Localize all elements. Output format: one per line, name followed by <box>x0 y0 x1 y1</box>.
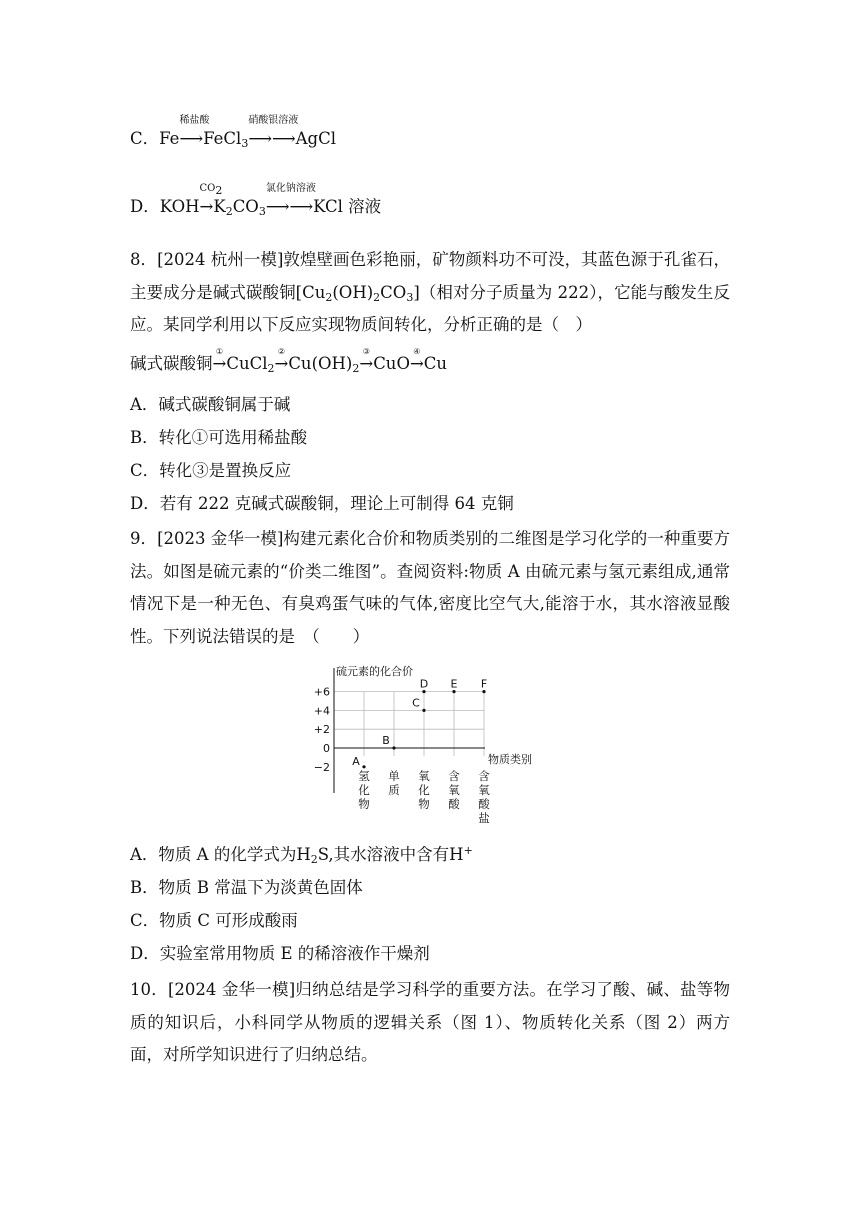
x-category-labels <box>358 769 490 825</box>
y-tick-label: +6 <box>313 685 330 699</box>
reaction-arrow: ④ → <box>409 347 424 373</box>
q9-option-a: A．物质 A 的化学式为$H_2S$,其水溶液中含有H+ <box>130 844 473 866</box>
q9-option-c: C．物质 C 可形成酸雨 <box>130 911 298 930</box>
x-category-label: 单质 <box>388 769 400 797</box>
arrow-condition: 稀盐酸 <box>179 115 210 126</box>
q9-option-b: B．物质 B 常温下为淡黄色固体 <box>130 878 363 897</box>
data-point <box>362 765 365 768</box>
x-category-label: 氧化物 <box>418 769 430 811</box>
reaction-arrow: $CO_2$ → <box>200 196 214 218</box>
q7-option-c: C．Fe 稀盐酸 ⟶FeCl$_3$ 硝酸银溶液 ⟶⟶AgCl <box>130 128 336 150</box>
q7-option-d: D．KOH $CO_2$ $\to K_2CO_3$ 氯化钠溶液 ⟶⟶KCl 溶液 <box>130 196 381 218</box>
arrow-condition: 氯化钠溶液 <box>265 183 316 194</box>
data-point <box>392 746 395 749</box>
point-label: D <box>419 677 429 691</box>
x-category-label: 氢化物 <box>358 769 370 811</box>
y-tick-label: 0 <box>323 742 330 755</box>
q8-stem: 8．[2024 杭州一模]敦煌壁画色彩艳丽，矿物颜料功不可没，其蓝色源于孔雀石，主要成分是碱式碳酸铜$[Cu_2(OH)_2CO_3]$（相对分子质量为 222），它能与酸发生反应。某同学利用以下反应实现物质间转化，分析正确的是（ ） <box>130 250 730 334</box>
chart-grid <box>334 692 484 756</box>
reaction-arrow: 氯化钠溶液 ⟶⟶ <box>266 196 313 218</box>
q10-stem: 10．[2024 金华一模]归纳总结是学习科学的重要方法。在学习了酸、碱、盐等物质的知识后，小科同学从物质的逻辑关系（图 1）、物质转化关系（图 2）两方面，对所学知识进行了归纳总结。 <box>130 980 730 1064</box>
point-label: B <box>382 734 390 747</box>
data-point <box>422 709 425 712</box>
y-tick-label: −2 <box>313 760 330 774</box>
reaction-arrow: ② → <box>274 347 289 373</box>
point-label: A <box>352 754 360 768</box>
point-label: E <box>450 677 458 691</box>
y-tick-labels <box>314 686 330 774</box>
point-label: F <box>480 677 488 691</box>
q9-stem: 9．[2023 金华一模]构建元素化合价和物质类别的二维图是学习化学的一种重要方法。如图是硫元素的“价类二维图”。查阅资料:物质 A 由硫元素与氢元素组成,通常情况下是一种无色、有臭鸡蛋气味的气体,密度比空气大,能溶于水，其水溶液显酸性。下列说法错误的是 （ ） <box>130 529 730 646</box>
q8-option-c: C．转化③是置换反应 <box>130 461 292 480</box>
reaction-arrow: 硝酸银溶液 ⟶⟶ <box>248 128 295 150</box>
y-tick-label: +2 <box>313 723 330 737</box>
point-label: C <box>412 696 420 710</box>
y-axis-label: 硫元素的化合价 <box>336 665 413 678</box>
valence-category-chart <box>300 658 560 838</box>
q8-transformation-chain: 碱式碳酸铜 ① →CuCl$_2$ ② $\to Cu(OH)_2$ ③ →CuO ④ →Cu <box>130 347 448 375</box>
x-axis-label: 物质类别 <box>488 753 532 766</box>
reaction-arrow: ① → <box>212 347 227 373</box>
reaction-arrow: ③ → <box>359 347 374 373</box>
q9-option-d: D．实验室常用物质 E 的稀溶液作干燥剂 <box>130 944 430 963</box>
y-tick-label: +4 <box>313 704 330 718</box>
q8-option-a: A．碱式碳酸铜属于碱 <box>130 395 291 414</box>
x-category-label: 含氧酸 <box>448 769 460 811</box>
x-category-label: 含氧酸盐 <box>478 769 490 825</box>
arrow-condition: $CO_2$ <box>199 183 223 197</box>
q8-option-b: B．转化①可选用稀盐酸 <box>130 428 308 447</box>
arrow-condition: 硝酸银溶液 <box>248 115 299 126</box>
reaction-arrow: 稀盐酸 ⟶ <box>179 128 203 150</box>
q8-option-d: D．若有 222 克碱式碳酸铜，理论上可制得 64 克铜 <box>130 494 514 513</box>
